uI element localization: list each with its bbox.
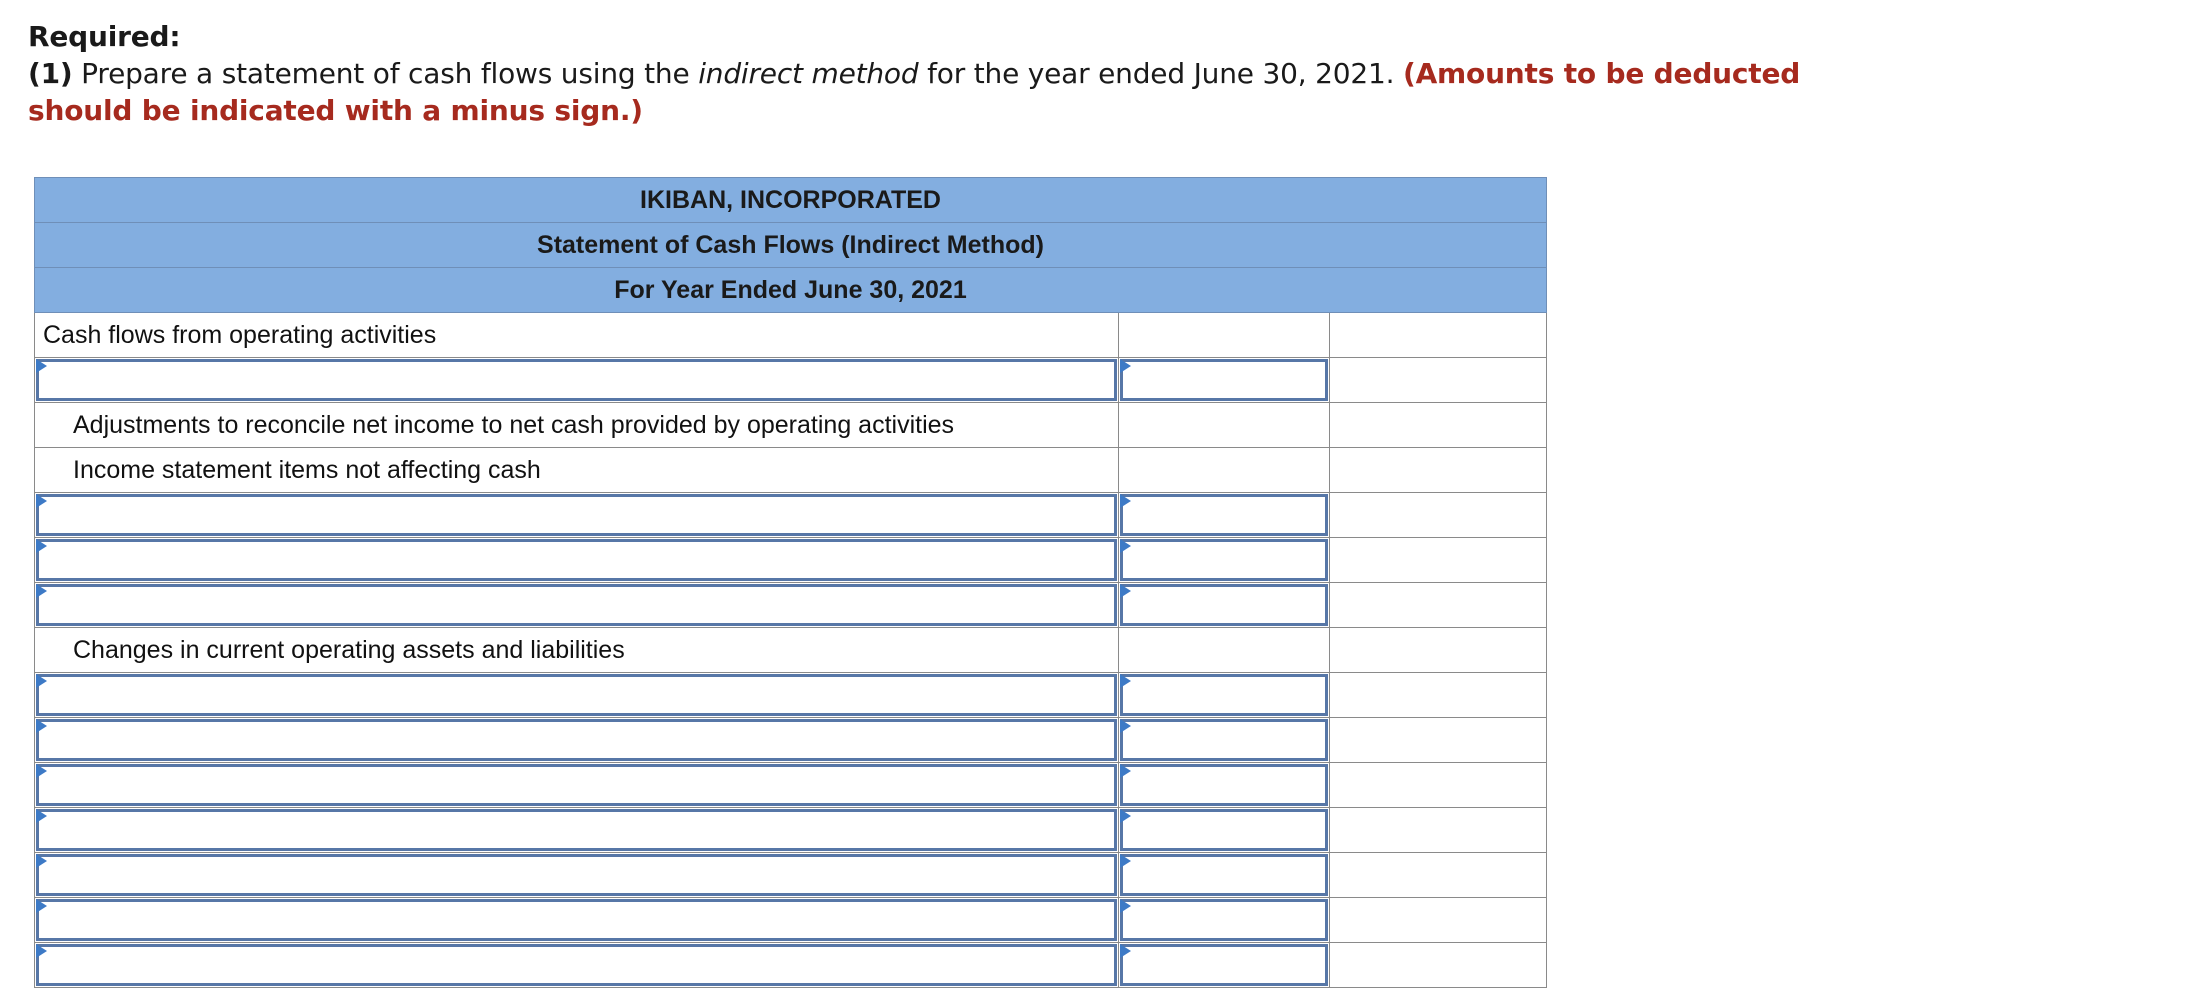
empty-cell <box>1330 628 1547 673</box>
entry-label-cell <box>35 763 1119 808</box>
input-row <box>35 808 1547 853</box>
entry-amount-input[interactable] <box>1123 812 1325 848</box>
empty-cell <box>1119 628 1330 673</box>
entry-amount-input[interactable] <box>1123 362 1325 398</box>
input-row <box>35 943 1547 988</box>
entry-amount-input[interactable] <box>1123 722 1325 758</box>
input-row <box>35 673 1547 718</box>
cash-flow-statement-table <box>34 177 1547 988</box>
empty-cell <box>1119 403 1330 448</box>
entry-label-input[interactable] <box>39 542 1114 578</box>
total-cell <box>1330 763 1547 808</box>
section-row <box>35 448 1547 493</box>
entry-amount-cell <box>1119 808 1330 853</box>
statement-period: For Year Ended June 30, 2021 <box>35 268 1547 313</box>
entry-amount-input[interactable] <box>1123 542 1325 578</box>
instruction-text-start: Prepare a statement of cash flows using the <box>72 57 699 90</box>
entry-amount-input[interactable] <box>1123 947 1325 983</box>
changes-label: Changes in current operating assets and liabilities <box>35 628 1119 673</box>
entry-label-input[interactable] <box>39 767 1114 803</box>
required-heading: Required: <box>28 20 181 53</box>
entry-amount-input[interactable] <box>1123 857 1325 893</box>
input-row <box>35 538 1547 583</box>
instructions <box>28 18 1908 129</box>
operating-activities-label: Cash flows from operating activities <box>35 313 1119 358</box>
input-row <box>35 358 1547 403</box>
total-cell <box>1330 358 1547 403</box>
entry-label-input[interactable] <box>39 497 1114 533</box>
total-cell <box>1330 583 1547 628</box>
section-row <box>35 628 1547 673</box>
total-cell <box>1330 943 1547 988</box>
input-row <box>35 493 1547 538</box>
entry-amount-cell <box>1119 538 1330 583</box>
entry-label-cell <box>35 718 1119 763</box>
entry-amount-input[interactable] <box>1123 587 1325 623</box>
input-row <box>35 583 1547 628</box>
entry-label-input[interactable] <box>39 722 1114 758</box>
entry-label-cell <box>35 538 1119 583</box>
entry-label-input[interactable] <box>39 362 1114 398</box>
entry-label-cell <box>35 358 1119 403</box>
entry-amount-cell <box>1119 718 1330 763</box>
total-cell <box>1330 718 1547 763</box>
input-row <box>35 763 1547 808</box>
entry-label-cell <box>35 493 1119 538</box>
input-row <box>35 898 1547 943</box>
entry-amount-cell <box>1119 493 1330 538</box>
entry-label-cell <box>35 583 1119 628</box>
entry-amount-cell <box>1119 673 1330 718</box>
method-emphasis: indirect method <box>698 57 919 90</box>
entry-amount-cell <box>1119 898 1330 943</box>
entry-amount-input[interactable] <box>1123 677 1325 713</box>
empty-cell <box>1330 403 1547 448</box>
total-cell <box>1330 538 1547 583</box>
entry-label-input[interactable] <box>39 902 1114 938</box>
statement-title: Statement of Cash Flows (Indirect Method) <box>35 223 1547 268</box>
instruction-text-end: for the year ended June 30, 2021. <box>918 57 1403 90</box>
entry-amount-cell <box>1119 583 1330 628</box>
total-cell <box>1330 808 1547 853</box>
total-cell <box>1330 898 1547 943</box>
entry-label-input[interactable] <box>39 587 1114 623</box>
entry-label-input[interactable] <box>39 857 1114 893</box>
entry-amount-cell <box>1119 763 1330 808</box>
entry-label-input[interactable] <box>39 947 1114 983</box>
total-cell <box>1330 853 1547 898</box>
entry-amount-cell <box>1119 943 1330 988</box>
entry-label-cell <box>35 943 1119 988</box>
entry-label-cell <box>35 853 1119 898</box>
entry-label-input[interactable] <box>39 677 1114 713</box>
empty-cell <box>1330 313 1547 358</box>
entry-label-cell <box>35 898 1119 943</box>
section-row <box>35 313 1547 358</box>
empty-cell <box>1119 448 1330 493</box>
entry-amount-input[interactable] <box>1123 902 1325 938</box>
entry-label-cell <box>35 673 1119 718</box>
entry-label-input[interactable] <box>39 812 1114 848</box>
header-row <box>35 223 1547 268</box>
entry-amount-input[interactable] <box>1123 497 1325 533</box>
entry-label-cell <box>35 808 1119 853</box>
input-row <box>35 718 1547 763</box>
empty-cell <box>1119 313 1330 358</box>
section-row <box>35 403 1547 448</box>
header-row <box>35 178 1547 223</box>
adjustments-label: Adjustments to reconcile net income to net cash provided by operating activities <box>35 403 1119 448</box>
input-row <box>35 853 1547 898</box>
entry-amount-cell <box>1119 853 1330 898</box>
non-cash-items-label: Income statement items not affecting cash <box>35 448 1119 493</box>
header-row <box>35 268 1547 313</box>
company-name: IKIBAN, INCORPORATED <box>35 178 1547 223</box>
entry-amount-cell <box>1119 358 1330 403</box>
empty-cell <box>1330 448 1547 493</box>
total-cell <box>1330 673 1547 718</box>
total-cell <box>1330 493 1547 538</box>
step-number: (1) <box>28 57 73 90</box>
entry-amount-input[interactable] <box>1123 767 1325 803</box>
minus-sign-note: (Amounts to be deducted should be indicated with a minus sign.) <box>28 57 1801 127</box>
